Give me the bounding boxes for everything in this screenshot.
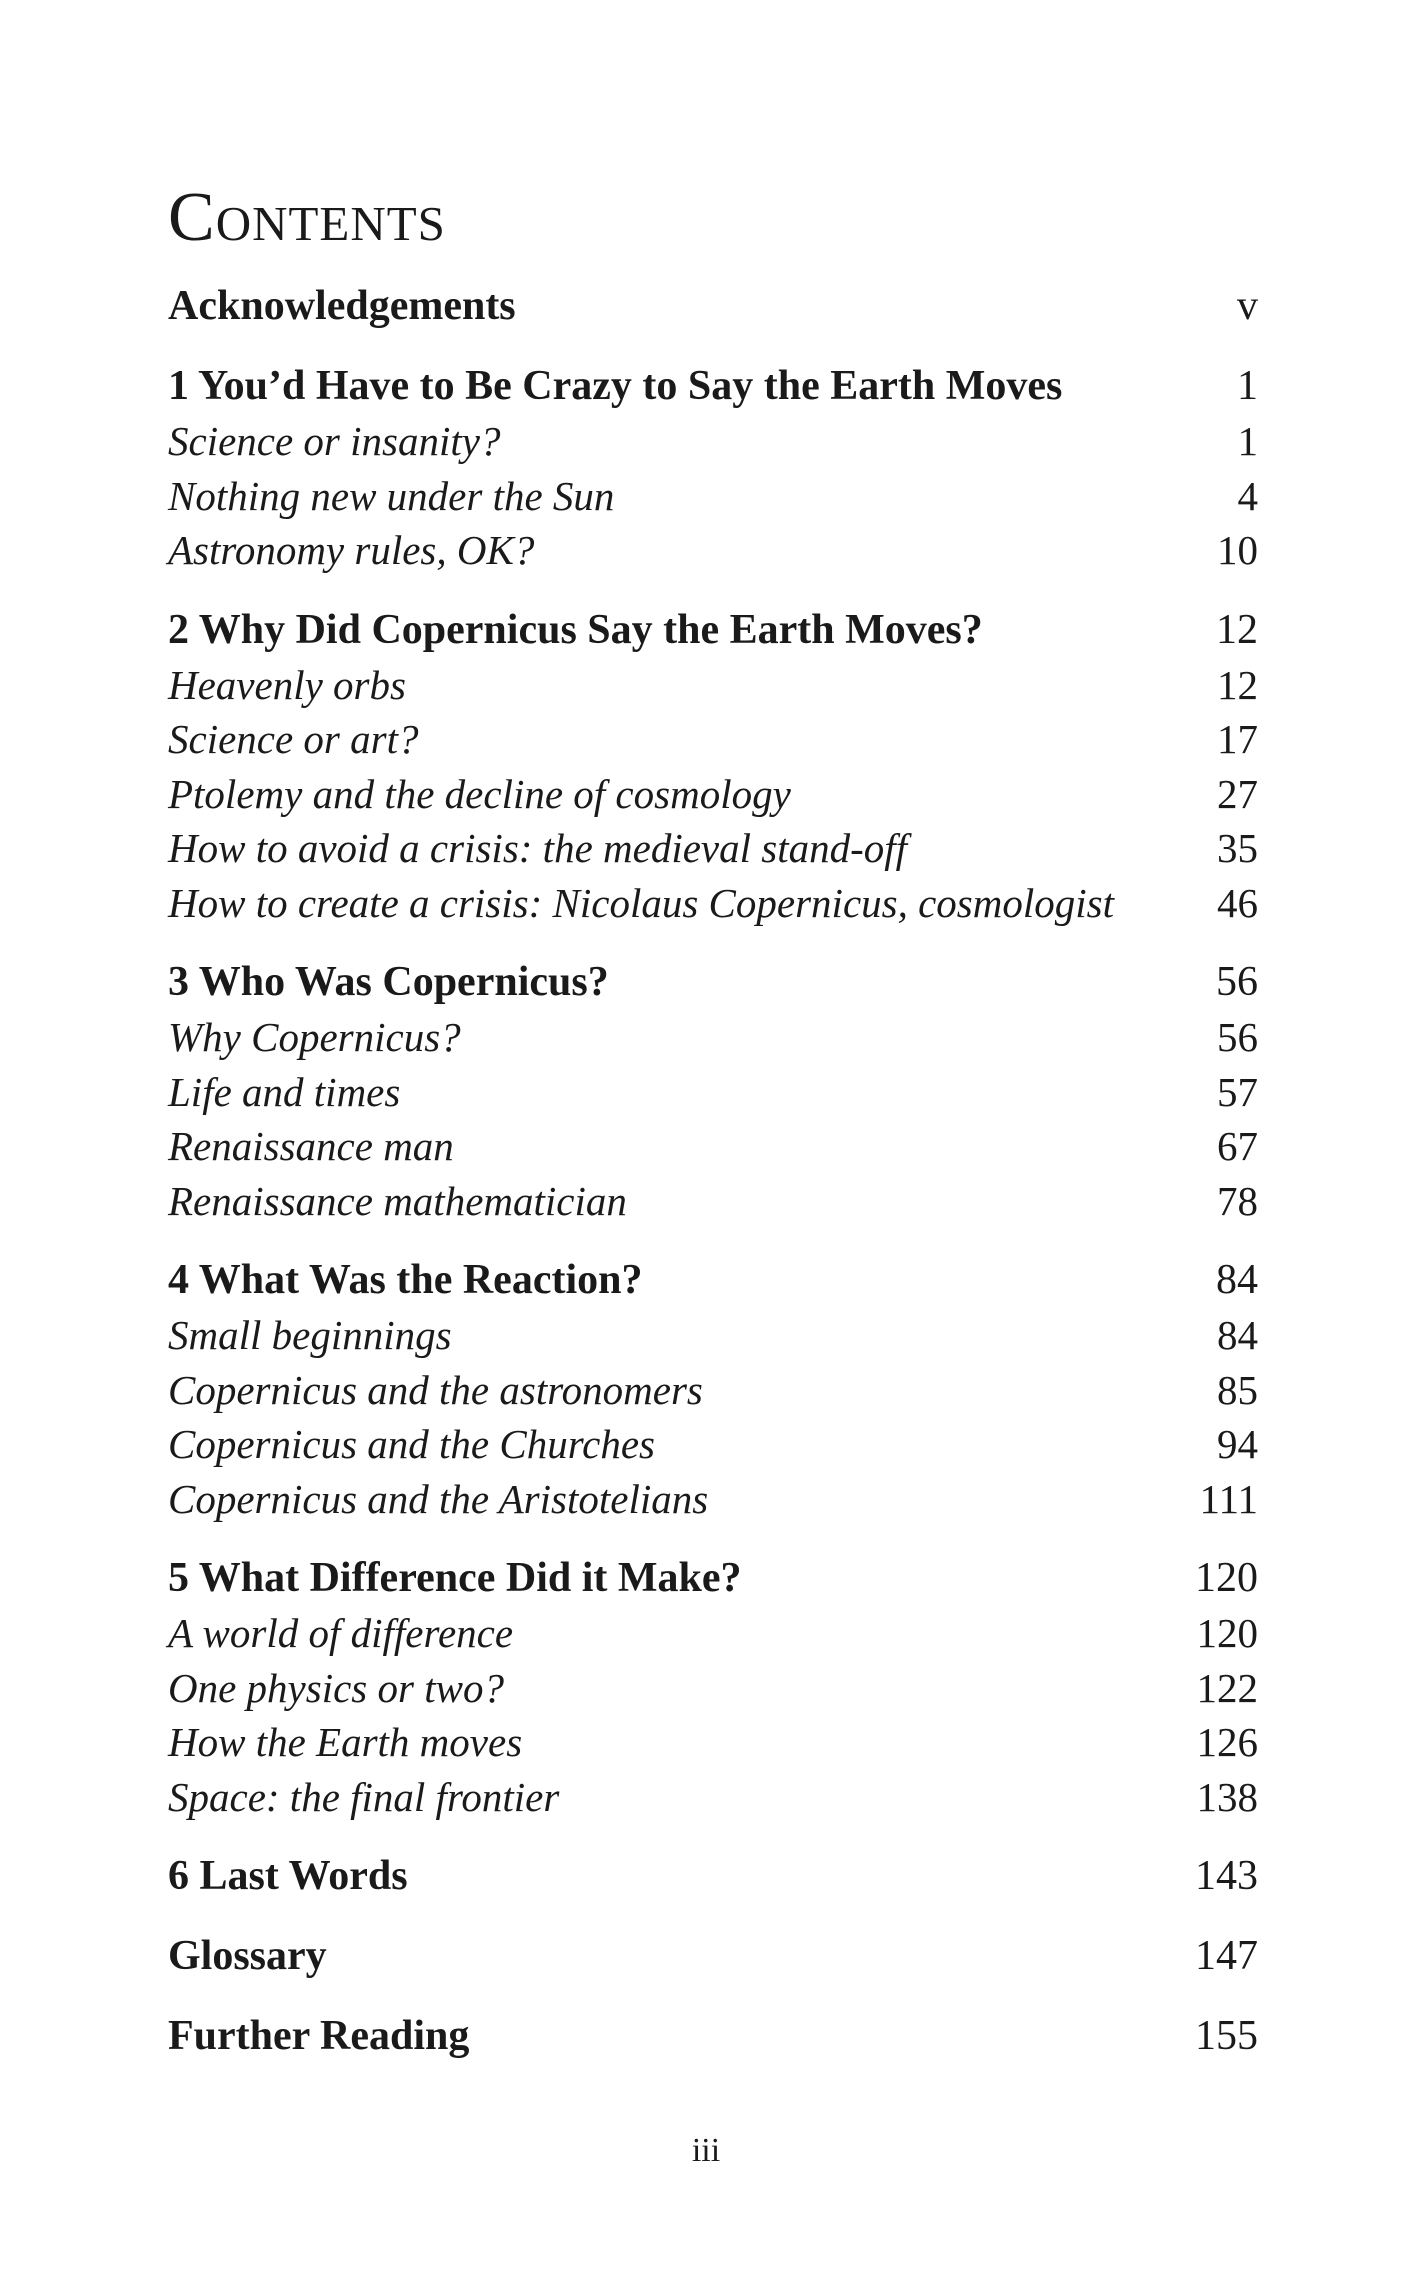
toc-entry-label: Science or insanity? (168, 418, 501, 464)
toc-entry-page: 120 (1196, 1610, 1258, 1656)
toc-entry-page: 126 (1196, 1719, 1258, 1765)
toc-section (168, 821, 1258, 876)
toc-entry-label: Life and times (168, 1068, 401, 1115)
toc-entry-page: 138 (1196, 1773, 1258, 1820)
toc-entry-label: How to create a crisis: Nicolaus Copernicus, cosmologist (168, 879, 1114, 926)
toc-section (168, 1715, 1258, 1770)
toc-entry-label: Small beginnings (168, 1312, 452, 1358)
toc-section (168, 469, 1258, 524)
toc-chapter-3 (168, 954, 1258, 1010)
toc-entry-label: 5 What Difference Did it Make? (168, 1555, 742, 1601)
toc-entry-page: 12 (1217, 661, 1258, 708)
toc-chapter-5 (168, 1550, 1258, 1606)
toc-entry-label: 6 Last Words (168, 1853, 408, 1899)
toc-entry-page: 155 (1195, 2013, 1258, 2059)
toc-entry-page: 57 (1217, 1068, 1258, 1115)
toc-section (168, 712, 1258, 767)
toc-entry-page: 12 (1216, 606, 1258, 653)
page-title: Contents (168, 178, 446, 256)
toc-entry-page: 10 (1217, 527, 1258, 573)
toc-entry-label: Copernicus and the Aristotelians (168, 1475, 709, 1522)
toc-entry-page: 56 (1216, 959, 1258, 1005)
toc-section (168, 1770, 1258, 1825)
toc-entry-label: How to avoid a crisis: the medieval stand-off (168, 825, 908, 871)
toc-section (168, 414, 1258, 469)
toc-entry-page: 56 (1217, 1014, 1258, 1060)
toc-section (168, 523, 1258, 578)
toc-chapter-6 (168, 1848, 1258, 1904)
toc-entry-page: 67 (1217, 1123, 1258, 1169)
toc-entry-acknowledgements (168, 278, 1258, 334)
toc-section (168, 1119, 1258, 1174)
toc-entry-label: Acknowledgements (168, 283, 516, 329)
toc-entry-page: 1 (1237, 363, 1258, 409)
toc-entry-page: 78 (1217, 1177, 1258, 1224)
toc-section (168, 876, 1258, 931)
toc-entry-further-reading (168, 2008, 1258, 2064)
toc-section (168, 1472, 1258, 1527)
toc-section (168, 1606, 1258, 1661)
toc-section (168, 1661, 1258, 1716)
toc-section (168, 658, 1258, 713)
toc-entry-label: How the Earth moves (168, 1719, 523, 1765)
toc-entry-glossary (168, 1928, 1258, 1984)
toc-entry-page: 4 (1237, 472, 1258, 519)
toc-section (168, 767, 1258, 822)
toc-section (168, 1308, 1258, 1363)
toc-entry-page: 85 (1217, 1366, 1258, 1413)
toc-entry-label: Astronomy rules, OK? (168, 527, 535, 573)
toc-entry-label: One physics or two? (168, 1664, 504, 1711)
toc-entry-label: Why Copernicus? (168, 1014, 461, 1060)
toc-entry-label: 3 Who Was Copernicus? (168, 959, 609, 1005)
toc-entry-page: 147 (1195, 1933, 1258, 1979)
toc-entry-label: Renaissance mathematician (168, 1177, 627, 1224)
toc-entry-label: A world of difference (168, 1610, 514, 1656)
toc-entry-page: 46 (1217, 879, 1258, 926)
toc-entry-page: 120 (1195, 1555, 1258, 1601)
toc-chapter-4 (168, 1252, 1258, 1308)
toc-entry-label: 4 What Was the Reaction? (168, 1257, 643, 1303)
toc-entry-label: Copernicus and the Churches (168, 1421, 656, 1467)
toc-section (168, 1363, 1258, 1418)
toc-entry-page: v (1237, 283, 1258, 329)
toc-chapter-2 (168, 602, 1258, 658)
toc-section (168, 1010, 1258, 1065)
page-number: iii (691, 2132, 721, 2169)
toc-entry-label: Nothing new under the Sun (168, 472, 615, 519)
toc-entry-page: 111 (1199, 1475, 1258, 1522)
toc-entry-label: Glossary (168, 1933, 327, 1979)
toc-section (168, 1174, 1258, 1229)
toc-entry-page: 84 (1216, 1257, 1258, 1303)
toc-entry-label: Heavenly orbs (168, 661, 406, 708)
toc-entry-page: 27 (1217, 770, 1258, 817)
toc-entry-label: 2 Why Did Copernicus Say the Earth Moves? (168, 606, 983, 653)
toc-entry-page: 35 (1217, 825, 1258, 871)
toc-entry-label: Ptolemy and the decline of cosmology (168, 770, 791, 817)
toc-entry-page: 122 (1196, 1664, 1258, 1711)
toc-entry-label: Space: the final frontier (168, 1773, 560, 1820)
table-of-contents (168, 278, 1258, 2064)
toc-entry-label: Further Reading (168, 2013, 470, 2059)
toc-chapter-1 (168, 358, 1258, 414)
toc-entry-label: 1 You’d Have to Be Crazy to Say the Earth Moves (168, 363, 1063, 409)
toc-entry-page: 143 (1195, 1853, 1258, 1899)
toc-entry-label: Copernicus and the astronomers (168, 1366, 703, 1413)
toc-entry-page: 17 (1217, 716, 1258, 762)
toc-entry-page: 1 (1237, 418, 1258, 464)
toc-section (168, 1417, 1258, 1472)
toc-section (168, 1065, 1258, 1120)
toc-entry-label: Renaissance man (168, 1123, 454, 1169)
toc-entry-label: Science or art? (168, 716, 419, 762)
toc-entry-page: 94 (1217, 1421, 1258, 1467)
toc-entry-page: 84 (1217, 1312, 1258, 1358)
